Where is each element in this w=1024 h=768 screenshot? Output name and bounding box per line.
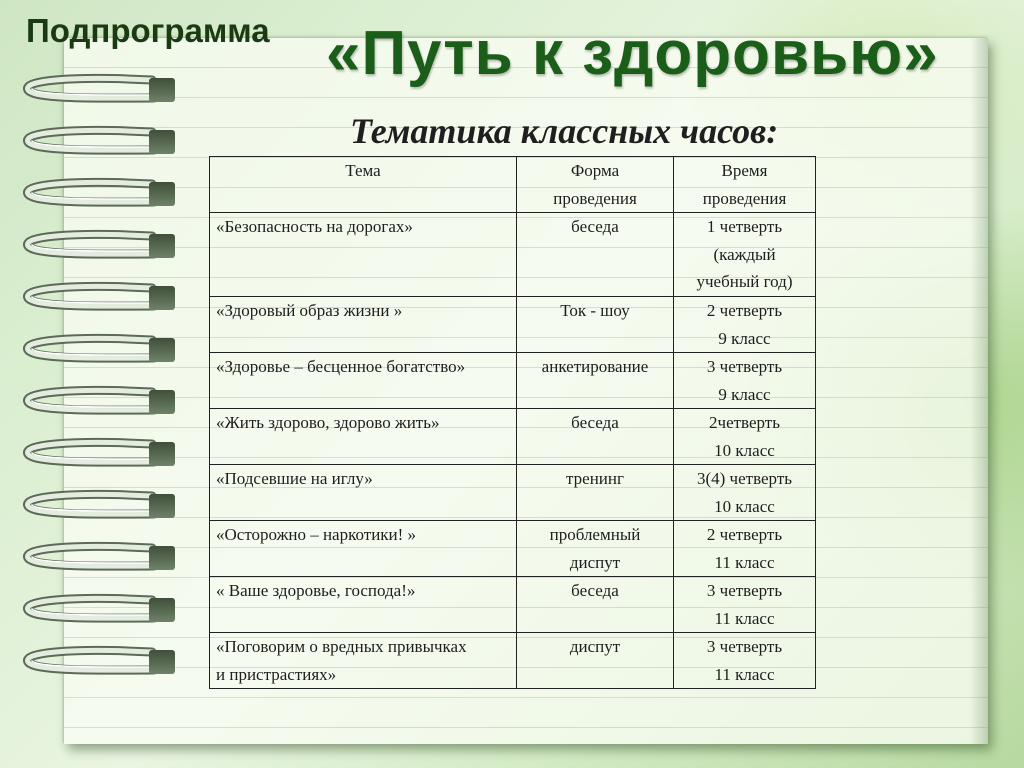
time-cell xyxy=(674,213,816,297)
binding-hole xyxy=(149,390,175,414)
spiral-ring-icon xyxy=(14,328,164,372)
topic-cell: «Подсевшие на иглу» xyxy=(210,465,517,521)
column-header-form xyxy=(517,157,674,213)
column-header-topic: Тема xyxy=(210,157,517,213)
topic-cell: «Безопасность на дорогах» xyxy=(210,213,517,297)
spiral-ring-icon xyxy=(14,120,164,164)
spiral-ring-icon xyxy=(14,588,164,632)
binding-hole xyxy=(149,130,175,154)
time-cell-line: 3(4) четверть xyxy=(696,469,793,488)
time-cell-line: 11 класс xyxy=(714,552,775,572)
time-cell-line: 1 четверть xyxy=(706,217,783,236)
binding-hole xyxy=(149,650,175,674)
heading-prefix: Подпрограмма xyxy=(26,12,270,49)
spiral-ring-icon xyxy=(14,484,164,528)
topic-cell: « Ваше здоровье, господа!» xyxy=(210,577,517,633)
time-cell-line: 10 класс xyxy=(714,440,775,460)
time-cell-line: 9 класс xyxy=(718,384,771,404)
time-cell xyxy=(674,633,816,689)
column-header-time-line1: Время xyxy=(721,161,768,180)
time-cell-line: 11 класс xyxy=(714,664,775,684)
binding-hole xyxy=(149,182,175,206)
form-cell: беседа xyxy=(517,409,674,465)
time-cell-line: 3 четверть xyxy=(706,357,783,376)
table-caption: Тематика классных часов: xyxy=(350,111,779,151)
binding-hole xyxy=(149,338,175,362)
time-cell-line: 10 класс xyxy=(714,496,775,516)
time-cell-line: 2 четверть xyxy=(706,525,783,544)
spiral-ring-icon xyxy=(14,172,164,216)
spiral-ring-icon xyxy=(14,536,164,580)
table-row xyxy=(210,577,816,633)
column-header-time xyxy=(674,157,816,213)
form-cell-line: проблемный xyxy=(549,525,641,544)
table-row xyxy=(210,633,816,689)
spiral-ring-icon xyxy=(14,380,164,424)
time-cell xyxy=(674,577,816,633)
table-row xyxy=(210,521,816,577)
table-row xyxy=(210,465,816,521)
time-cell-line: 3 четверть xyxy=(706,581,783,600)
time-cell xyxy=(674,353,816,409)
class-hours-table xyxy=(209,156,816,689)
time-cell-line: учебный год) xyxy=(696,272,793,291)
table-row xyxy=(210,297,816,353)
topic-cell: «Осторожно – наркотики! » xyxy=(210,521,517,577)
binding-hole xyxy=(149,442,175,466)
time-cell xyxy=(674,465,816,521)
form-cell: диспут xyxy=(517,633,674,689)
topic-cell-line: и пристрастиях» xyxy=(216,664,337,684)
time-cell xyxy=(674,409,816,465)
time-cell xyxy=(674,297,816,353)
time-cell-line: 11 класс xyxy=(714,608,775,628)
spiral-binding-icon xyxy=(14,68,174,718)
binding-hole xyxy=(149,78,175,102)
form-cell: беседа xyxy=(517,577,674,633)
table-row xyxy=(210,213,816,297)
binding-hole xyxy=(149,598,175,622)
spiral-ring-icon xyxy=(14,640,164,684)
time-cell-line: (каждый xyxy=(713,244,776,264)
spiral-ring-icon xyxy=(14,68,164,112)
spiral-ring-icon xyxy=(14,432,164,476)
column-header-form-line2: проведения xyxy=(553,188,637,208)
binding-hole xyxy=(149,494,175,518)
spiral-ring-icon xyxy=(14,276,164,320)
binding-hole xyxy=(149,234,175,258)
binding-hole xyxy=(149,546,175,570)
form-cell: тренинг xyxy=(517,465,674,521)
form-cell: анкетирование xyxy=(517,353,674,409)
column-header-form-line1: Форма xyxy=(570,161,620,180)
time-cell-line: 2 четверть xyxy=(706,301,783,320)
topic-cell xyxy=(210,633,517,689)
form-cell-line: диспут xyxy=(569,552,621,572)
table-row xyxy=(210,353,816,409)
time-cell-line: 2четверть xyxy=(709,413,780,432)
topic-cell-line: «Поговорим о вредных привычках xyxy=(216,637,467,656)
binding-hole xyxy=(149,286,175,310)
form-cell: беседа xyxy=(517,213,674,297)
time-cell xyxy=(674,521,816,577)
page-title: «Путь к здоровью» xyxy=(326,19,939,88)
form-cell xyxy=(517,521,674,577)
notepad-page-edge xyxy=(970,38,988,744)
time-cell-line: 9 класс xyxy=(718,328,771,348)
table-row xyxy=(210,409,816,465)
topic-cell: «Жить здорово, здорово жить» xyxy=(210,409,517,465)
table-header-row xyxy=(210,157,816,213)
column-header-time-line2: проведения xyxy=(702,188,787,208)
spiral-ring-icon xyxy=(14,224,164,268)
form-cell: Ток - шоу xyxy=(517,297,674,353)
time-cell-line: 3 четверть xyxy=(706,637,783,656)
topic-cell: «Здоровый образ жизни » xyxy=(210,297,517,353)
topic-cell: «Здоровье – бесценное богатство» xyxy=(210,353,517,409)
